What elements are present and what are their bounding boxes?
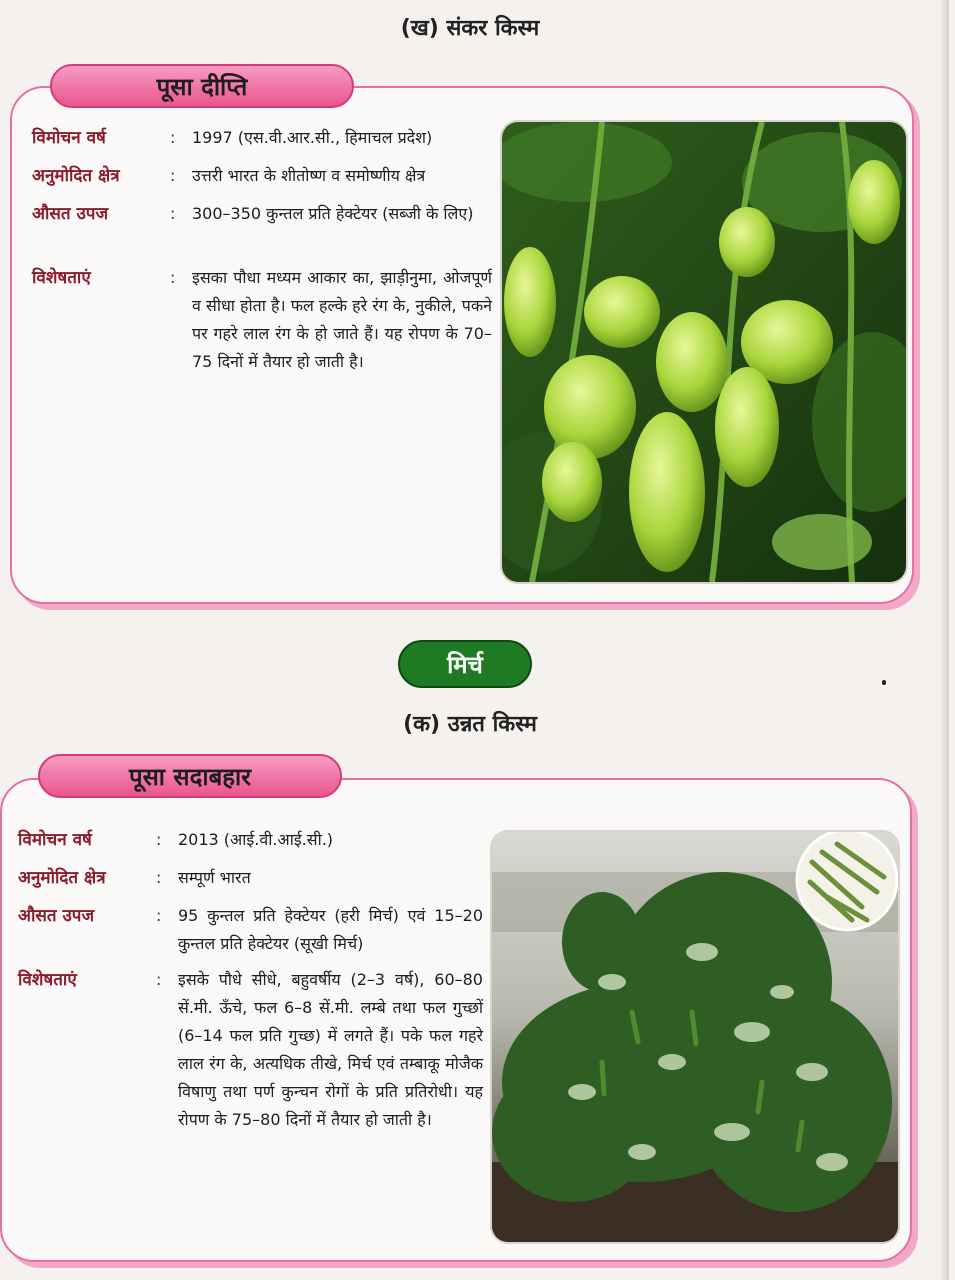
info-row-approved-area	[32, 162, 492, 190]
section-heading-improved: (क) उन्नत किस्म	[403, 712, 537, 737]
card-top-rule	[350, 86, 885, 88]
colon: :	[170, 128, 176, 147]
info-row-features	[18, 966, 488, 1134]
crop-title-pill: मिर्च	[398, 640, 532, 688]
info-label: अनुमोदित क्षेत्र	[18, 868, 106, 888]
info-value: इसके पौधे सीधे, बहुवर्षीय (2–3 वर्ष), 60–80 सें.मी. ऊँचे, फल 6–8 सें.मी. लम्बे तथा फल गुच्छों (6–14 फल प्रति गुच्छ) में लगते हैं। पके फल गहरे लाल रंग के, अत्यधिक तीखे, मिर्च एवं तम्बाकू मोजैक विषाणु तथा पर्ण कुन्चन रोगों के प्रति प्रतिरोधी। यह रोपण के 75–80 दिनों में तैयार हो जाती है।	[178, 970, 483, 1129]
colon: :	[170, 204, 176, 223]
variety-name-tab: पूसा दीप्ति	[50, 64, 354, 108]
info-row-features	[32, 264, 492, 376]
info-value: 300–350 कुन्तल प्रति हेक्टेयर (सब्जी के लिए)	[192, 204, 474, 223]
info-label: विशेषताएं	[32, 268, 91, 288]
colon: :	[156, 970, 162, 989]
info-value: सम्पूर्ण भारत	[178, 868, 251, 887]
chilli-plant-photo	[490, 830, 900, 1244]
colon: :	[156, 830, 162, 849]
print-speck	[882, 680, 886, 685]
info-label: विशेषताएं	[18, 970, 77, 990]
info-value: 1997 (एस.वी.आर.सी., हिमाचल प्रदेश)	[192, 128, 433, 147]
info-label: विमोचन वर्ष	[32, 128, 106, 148]
info-row-release-year	[18, 826, 488, 854]
capsicum-plant-photo	[500, 120, 908, 584]
info-row-approved-area	[18, 864, 488, 892]
card-top-rule	[338, 778, 878, 780]
info-row-average-yield	[32, 200, 492, 228]
info-row-average-yield	[18, 902, 488, 958]
info-value: 95 कुन्तल प्रति हेक्टेयर (हरी मिर्च) एवं 15–20 कुन्तल प्रति हेक्टेयर (सूखी मिर्च)	[178, 906, 483, 953]
info-label: औसत उपज	[32, 204, 109, 224]
info-value: 2013 (आई.वी.आई.सी.)	[178, 830, 334, 849]
info-label: अनुमोदित क्षेत्र	[32, 166, 120, 186]
colon: :	[170, 268, 176, 287]
info-row-release-year	[32, 124, 492, 152]
info-value: उत्तरी भारत के शीतोष्ण व समोष्णीय क्षेत्र	[192, 166, 426, 185]
variety-name-tab: पूसा सदाबहार	[38, 754, 342, 798]
info-value: इसका पौधा मध्यम आकार का, झाड़ीनुमा, ओजपूर्ण व सीधा होता है। फल हल्के हरे रंग के, नुकीले, पकने पर गहरे लाल रंग के हो जाते हैं। यह रोपण के 70–75 दिनों में तैयार हो जाती है।	[192, 268, 492, 371]
section-heading-hybrid: (ख) संकर किस्म	[400, 16, 540, 41]
page-edge	[941, 0, 949, 1280]
colon: :	[170, 166, 176, 185]
info-label: औसत उपज	[18, 906, 95, 926]
colon: :	[156, 906, 162, 925]
colon: :	[156, 868, 162, 887]
info-label: विमोचन वर्ष	[18, 830, 92, 850]
